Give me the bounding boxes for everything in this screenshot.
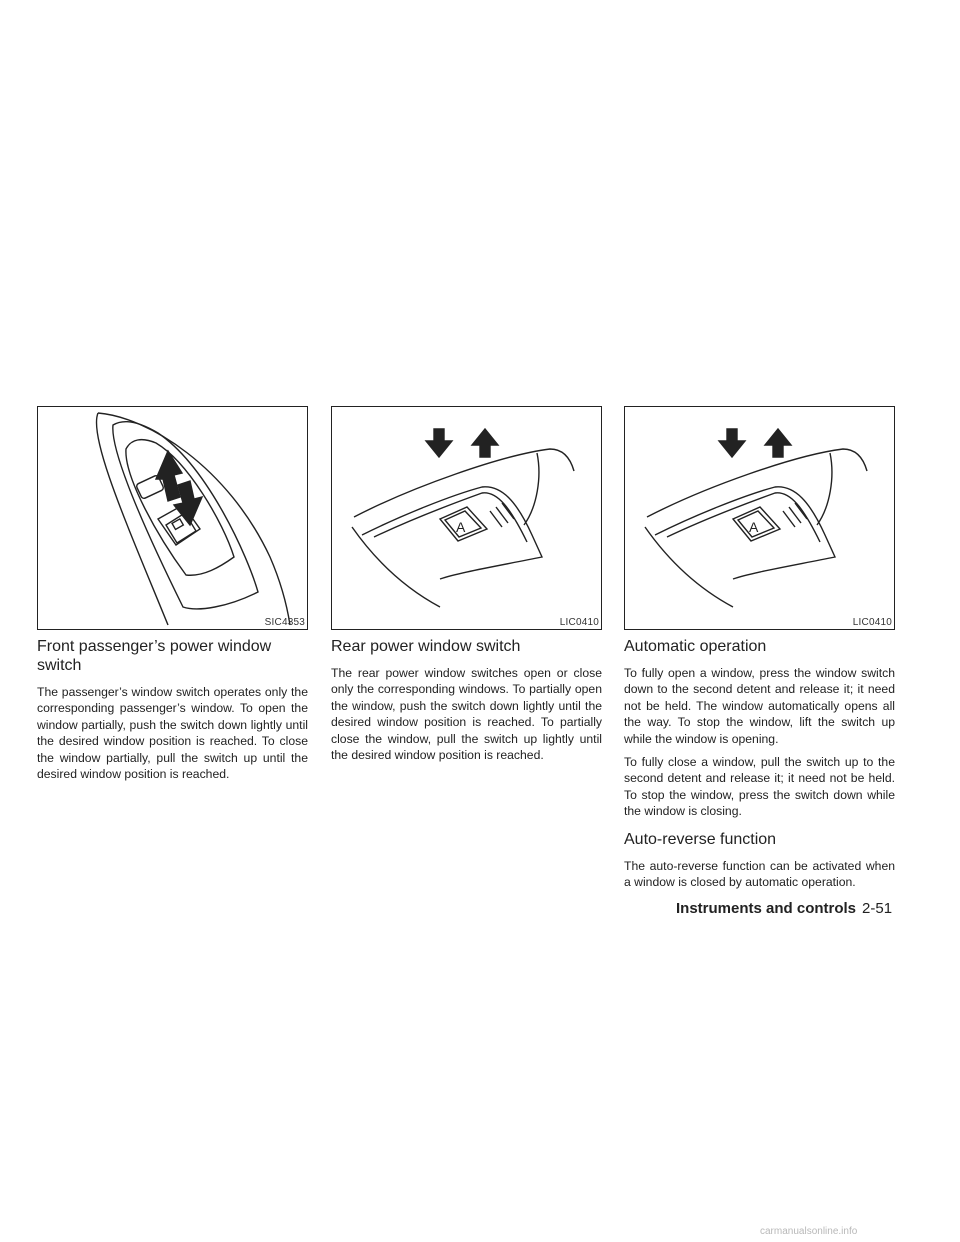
body-paragraph: The auto-reverse function can be activated when a window is closed by automatic operation. (624, 858, 895, 890)
up-arrow-icon (765, 429, 791, 457)
column-front-passenger (37, 406, 308, 782)
footer-section-title: Instruments and controls (676, 900, 857, 917)
figure-code: SIC4353 (264, 617, 305, 628)
svg-text:A: A (456, 519, 466, 535)
down-arrow-icon (426, 429, 452, 457)
rear-switch-illustration (625, 407, 894, 629)
body-paragraph: The passenger’s window switch operates only the corresponding passenger’s window. To open the window partially, push the switch down lightly until the desired window position is reached. To close the window partially, pull the switch up until the desired window position is reached. (37, 685, 308, 782)
figure-code: LIC0410 (559, 617, 599, 628)
section-heading: Automatic operation (624, 638, 767, 655)
section-heading: Rear power window switch (331, 638, 521, 655)
figure-front-passenger-switch (37, 406, 308, 630)
rear-switch-illustration (332, 407, 601, 629)
figure-rear-switch (331, 406, 602, 630)
page-number: 2-51 (862, 900, 893, 917)
column-automatic-operation (624, 406, 895, 890)
body-paragraph: To fully close a window, pull the switch up to the second detent and release it; it need not be held. To stop the window, press the switch down while the window is closing. (624, 755, 895, 819)
up-arrow-icon (156, 451, 182, 501)
up-arrow-icon (472, 429, 498, 457)
figure-automatic-switch (624, 406, 895, 630)
subsection-heading: Auto-reverse function (624, 830, 777, 848)
down-arrow-icon (719, 429, 745, 457)
column-rear-switch (331, 406, 602, 763)
watermark: carmanualsonline.info (760, 1226, 858, 1237)
figure-code: LIC0410 (852, 617, 892, 628)
svg-text:A: A (749, 519, 759, 535)
window-switch-illustration (38, 407, 307, 629)
body-paragraph: The rear power window switches open or close only the corresponding windows. To partially open the window, push the switch down lightly until the desired window position is reached. To partially close the window, pull the switch up lightly until the desired window position is reached. (331, 666, 602, 763)
page-footer (676, 900, 892, 917)
section-heading: Front passenger’s power window switch (37, 638, 272, 674)
body-paragraph: To fully open a window, press the window switch down to the second detent and release it; it need not be held. The window automatically opens all the way. To stop the window, lift the switch up while the window is opening. (624, 666, 895, 746)
